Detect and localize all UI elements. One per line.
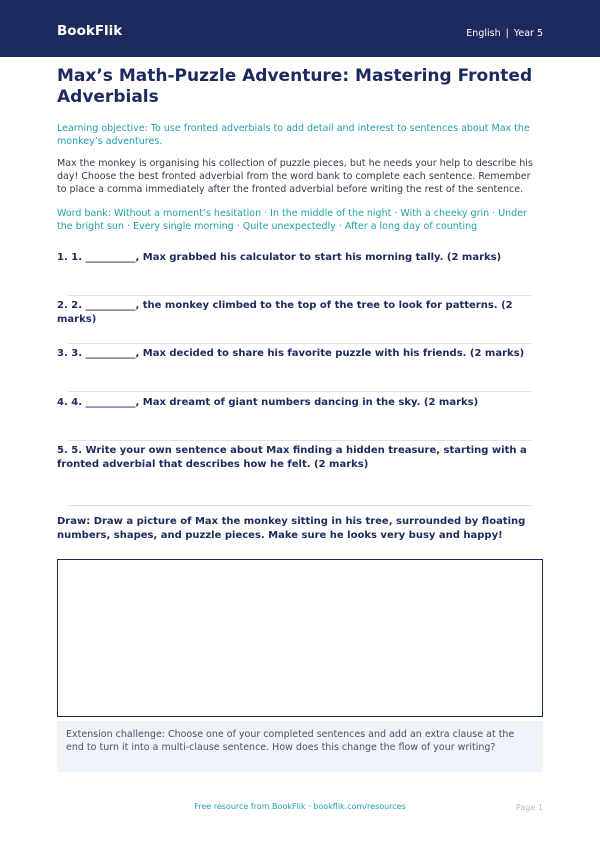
- question-3: 3. 3. __________, Max decided to share his favorite puzzle with his friends. (2 marks): [57, 348, 525, 359]
- question-4: 4. 4. __________, Max dreamt of giant numbers dancing in the sky. (2 marks): [57, 397, 479, 408]
- word-bank: Word bank: Without a moment’s hesitation · In the middle of the night · With a cheeky grin · Under the bright sun · Every single morning · Quite unexpectedly · After a long day of counting: [57, 208, 527, 232]
- learning-objective: Learning objective: To use fronted adverbials to add detail and interest to sentences about Max the monkey’s adventures.: [57, 123, 530, 147]
- answer-line-2: [68, 343, 531, 344]
- worksheet-title: Max’s Math-Puzzle Adventure: Mastering Fronted Adverbials: [57, 66, 533, 107]
- extension-challenge: Extension challenge: Choose one of your completed sentences and add an extra clause at the end to turn it into a multi-clause sentence. How does this change the flow of your writing?: [57, 721, 543, 772]
- brand-logo-text: BookFlik: [57, 23, 123, 39]
- answer-line-4: [68, 440, 531, 441]
- header-bar: [0, 0, 600, 57]
- question-5: 5. 5. Write your own sentence about Max finding a hidden treasure, starting with a fronted adverbial that describes how he felt. (2 marks): [57, 445, 527, 470]
- page-number: Page 1: [516, 803, 543, 812]
- draw-prompt: Draw: Draw a picture of Max the monkey sitting in his tree, surrounded by floating numbers, shapes, and puzzle pieces. Make sure he looks very busy and happy!: [57, 516, 526, 541]
- year-label: Year 5: [513, 28, 543, 39]
- drawing-area[interactable]: [57, 559, 543, 717]
- question-1: 1. 1. __________, Max grabbed his calculator to start his morning tally. (2 marks): [57, 252, 502, 263]
- answer-line-5: [68, 505, 531, 506]
- subject-label: English: [466, 28, 501, 39]
- separator: |: [505, 28, 509, 39]
- footer-credit: Free resource from BookFlik · bookflik.com/resources: [194, 802, 406, 811]
- answer-line-3: [68, 391, 531, 392]
- subject-year-label: [466, 28, 543, 39]
- answer-line-1: [68, 295, 531, 296]
- question-2: 2. 2. __________, the monkey climbed to the top of the tree to look for patterns. (2 marks): [57, 300, 513, 325]
- intro-paragraph: Max the monkey is organising his collection of puzzle pieces, but he needs your help to describe his day! Choose the best fronted adverbial from the word bank to complete each sentence. Remember to place a comma immediately after the fronted adverbial before writing the rest of the sentence.: [57, 158, 533, 195]
